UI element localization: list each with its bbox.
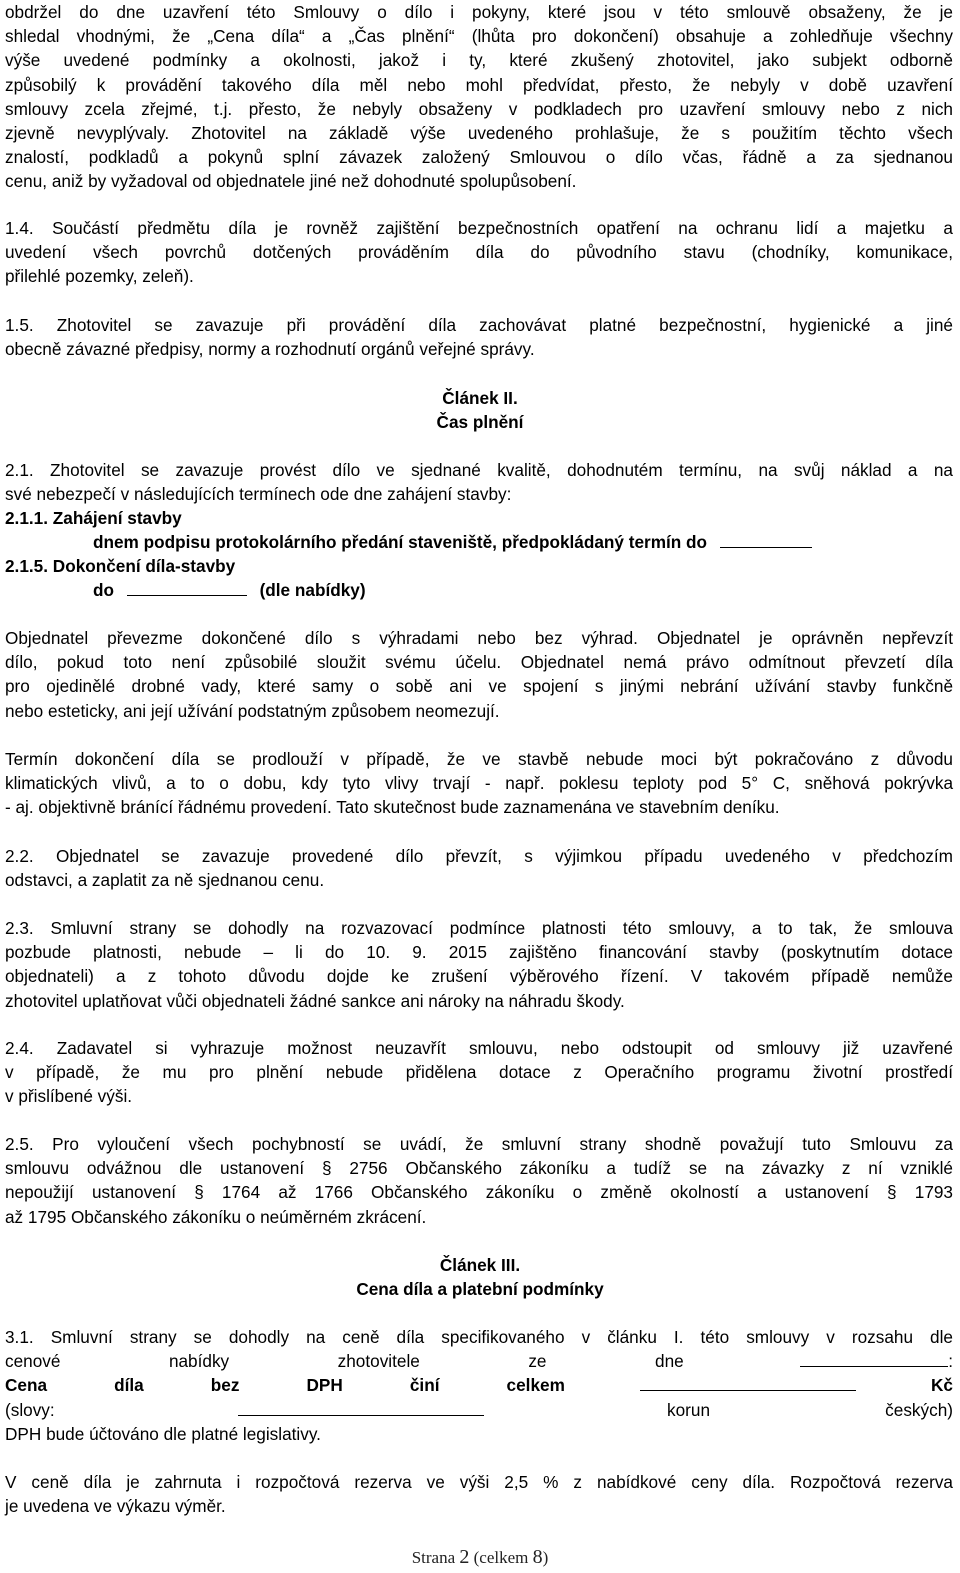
article-3-heading: Článek III. bbox=[439, 1255, 521, 1275]
words-close: korun českých) bbox=[667, 1399, 953, 1420]
text-line: objednateli) a z tohoto důvodu dojde ke zrušení výběrového řízení. V takovém případě nemůže bbox=[5, 966, 953, 987]
text-line: obdržel do dne uzavření této Smlouvy o dílo i pokyny, které jsou v této smlouvě obsaženy, že je bbox=[5, 2, 953, 22]
completion-label: 2.1.5. Dokončení díla-stavby bbox=[5, 556, 236, 576]
text-line: dílo, pokud toto není způsobilé sloužit svému účelu. Objednatel nemá právo odmítnout převzetí díla bbox=[5, 652, 953, 673]
offer-date-colon: : bbox=[948, 1351, 953, 1372]
text-line: smlouvy zcela zřejmé, t.j. přesto, že nebyly obsaženy v podkladech pro uzavření smlouvy nebo z nich bbox=[5, 98, 953, 119]
text-line: obecně závazné předpisy, normy a rozhodnutí orgánů veřejné správy. bbox=[5, 339, 535, 360]
text-line: smlouvu odvážnou dle ustanovení § 2756 Občanského zákoníku a tudíž se na závazky z ní vzniklé bbox=[5, 1158, 953, 1179]
offer-date-text: cenové nabídky zhotovitele ze dne bbox=[5, 1351, 684, 1372]
price-blank bbox=[640, 1374, 856, 1391]
paragraph-1-5 bbox=[5, 313, 953, 361]
text-line: znalostí, podkladů a pokynů splní závazek založený Smlouvou o dílo včas, řádně a za sjednanou bbox=[5, 147, 953, 168]
text-line: 2.2. Objednatel se zavazuje provedené dílo převzít, s výjimkou případu uvedeného v předchozím bbox=[5, 846, 953, 866]
footer-prefix: Strana bbox=[411, 1548, 456, 1567]
paragraph-budget-reserve bbox=[5, 1470, 953, 1518]
completion-row bbox=[93, 578, 366, 602]
offer-date-blank bbox=[800, 1350, 948, 1367]
text-line: v případě, že mu pro plnění nebude přidělena dotace z Operačního programu životní prostředí bbox=[5, 1062, 953, 1083]
price-label: Cena díla bez DPH činí celkem bbox=[5, 1375, 565, 1396]
price-currency: Kč bbox=[931, 1375, 953, 1396]
words-open: (slovy: bbox=[5, 1399, 55, 1420]
paragraph-2-1 bbox=[5, 458, 953, 506]
vat-note: DPH bude účtováno dle platné legislativy. bbox=[5, 1423, 321, 1444]
text-line: klimatických vlivů, a to o dobu, kdy tyto vlivy trvají - např. poklesu teploty pod 5° C, sněhová pokrývka bbox=[5, 773, 953, 794]
text-line: - aj. objektivně bránící řádnému provedení. Tato skutečnost bude zaznamenána ve stavebním deníku. bbox=[5, 797, 780, 818]
paragraph-2-2 bbox=[5, 844, 953, 892]
price-line bbox=[5, 1373, 953, 1397]
text-line: v přislíbené výši. bbox=[5, 1086, 133, 1107]
text-line: zhotovitel uplatňovat vůči objednateli žádné sankce ani nároky na náhradu škody. bbox=[5, 990, 625, 1011]
paragraph-1-4 bbox=[5, 216, 953, 289]
page-number: 2 bbox=[459, 1546, 470, 1568]
text-line: nebo esteticky, ani její užívání podstatným způsobem neomezují. bbox=[5, 700, 500, 721]
paragraph-takeover bbox=[5, 626, 953, 723]
text-line: pro ojedinělé drobné vady, které samy o sobě ani ve spojení s jinými nebrání užívání stavby funkčně bbox=[5, 676, 953, 697]
paragraph-2-3 bbox=[5, 916, 953, 1013]
text-line: až 1795 Občanského zákoníku o neúměrném zkrácení. bbox=[5, 1206, 427, 1227]
footer-total-label: (celkem bbox=[473, 1548, 529, 1567]
page-total: 8 bbox=[532, 1546, 543, 1568]
text-line: 1.4. Součástí předmětu díla je rovněž zajištění bezpečnostních opatření na ochranu lidí a majetku a bbox=[5, 218, 953, 238]
text-line: nepoužijí ustanovení § 1764 až 1766 Občanského zákoníku o změně okolností a ustanovení § 1793 bbox=[5, 1182, 953, 1203]
article-2-heading: Článek II. bbox=[442, 388, 518, 408]
paragraph-1-3-continuation bbox=[5, 0, 953, 194]
price-in-words-line bbox=[5, 1398, 953, 1422]
paragraph-2-4 bbox=[5, 1036, 953, 1109]
text-line: 1.5. Zhotovitel se zavazuje při provádění díla zachovávat platné bezpečnostní, hygienické a jiné bbox=[5, 315, 953, 335]
completion-do: do bbox=[93, 580, 114, 600]
text-line: odstavci, a zaplatit za ně sjednanou cenu. bbox=[5, 870, 325, 891]
completion-date-blank bbox=[127, 579, 247, 596]
text-line: V ceně díla je zahrnuta i rozpočtová rezerva ve výši 2,5 % z nabídkové ceny díla. Rozpočtová rezerva bbox=[5, 1472, 953, 1492]
text-line: uvedení všech povrchů dotčených prováděním díla do původního stavu (chodníky, komunikace, bbox=[5, 242, 953, 263]
text-line: shledal vhodnými, že „Cena díla“ a „Čas plnění“ (lhůta pro dokončení) obsahuje a zohledňuje všechny bbox=[5, 26, 953, 47]
offer-date-line bbox=[5, 1349, 953, 1373]
text-line: 2.1. Zhotovitel se zavazuje provést dílo ve sjednané kvalitě, dohodnutém termínu, na svůj náklad a na bbox=[5, 460, 953, 480]
paragraph-term-extension bbox=[5, 747, 953, 820]
text-line: 2.3. Smluvní strany se dohodly na rozvazovací podmínce platnosti této smlouvy, a to tak, že smlouva bbox=[5, 918, 953, 938]
article-3-title: Cena díla a platební podmínky bbox=[356, 1279, 604, 1299]
paragraph-3-1 bbox=[5, 1325, 953, 1446]
paragraph-2-5 bbox=[5, 1132, 953, 1229]
text-line: cenu, aniž by vyžadoval od objednatele jiné než dohodnuté spolupůsobení. bbox=[5, 171, 577, 192]
text-line: Objednatel převezme dokončené dílo s výhradami nebo bez výhrad. Objednatel je oprávněn nepřevzít bbox=[5, 628, 953, 648]
text-line: Termín dokončení díla se prodlouží v případě, že ve stavbě nebude moci být pokračováno z důvodu bbox=[5, 749, 953, 769]
text-line: způsobilý k provádění takového díla měl nebo mohl předvídat, přesto, že nebyly v době uzavření bbox=[5, 74, 953, 95]
start-of-construction-label: 2.1.1. Zahájení stavby bbox=[5, 508, 182, 528]
text-line: výše uvedené podmínky a okolnosti, jakož i ty, které zkušený zhotovitel, jako subjekt odborně bbox=[5, 50, 953, 71]
start-of-construction-row bbox=[93, 530, 812, 554]
text-line: zjevně nevyplývaly. Zhotovitel na základě výše uvedeného prohlašuje, že s použitím těchto všech bbox=[5, 123, 953, 144]
page-footer bbox=[0, 1545, 960, 1570]
start-date-blank bbox=[720, 531, 812, 548]
text-line: 2.5. Pro vyloučení všech pochybností se uvádí, že smluvní strany shodně považují tuto Smlouvu za bbox=[5, 1134, 953, 1154]
article-2-title: Čas plnění bbox=[436, 412, 524, 432]
text-line: své nebezpečí v následujících termínech ode dne zahájení stavby: bbox=[5, 484, 512, 505]
text-line: přilehlé pozemky, zeleň). bbox=[5, 266, 194, 287]
price-in-words-blank bbox=[238, 1399, 484, 1416]
completion-suffix: (dle nabídky) bbox=[259, 580, 366, 600]
text-line: 2.4. Zadavatel si vyhrazuje možnost neuzavřít smlouvu, nebo odstoupit od smlouvy již uzavřené bbox=[5, 1038, 953, 1058]
text-line: je uvedena ve výkazu výměr. bbox=[5, 1496, 226, 1517]
start-of-construction-text: dnem podpisu protokolárního předání staveniště, předpokládaný termín do bbox=[93, 532, 708, 552]
footer-suffix: ) bbox=[542, 1548, 549, 1567]
text-line: 3.1. Smluvní strany se dohodly na ceně díla specifikovaného v článku I. této smlouvy v rozsahu dle bbox=[5, 1327, 953, 1347]
text-line: pozbude platnosti, nebude – li do 10. 9. 2015 zajištěno financování stavby (poskytnutím dotace bbox=[5, 942, 953, 963]
